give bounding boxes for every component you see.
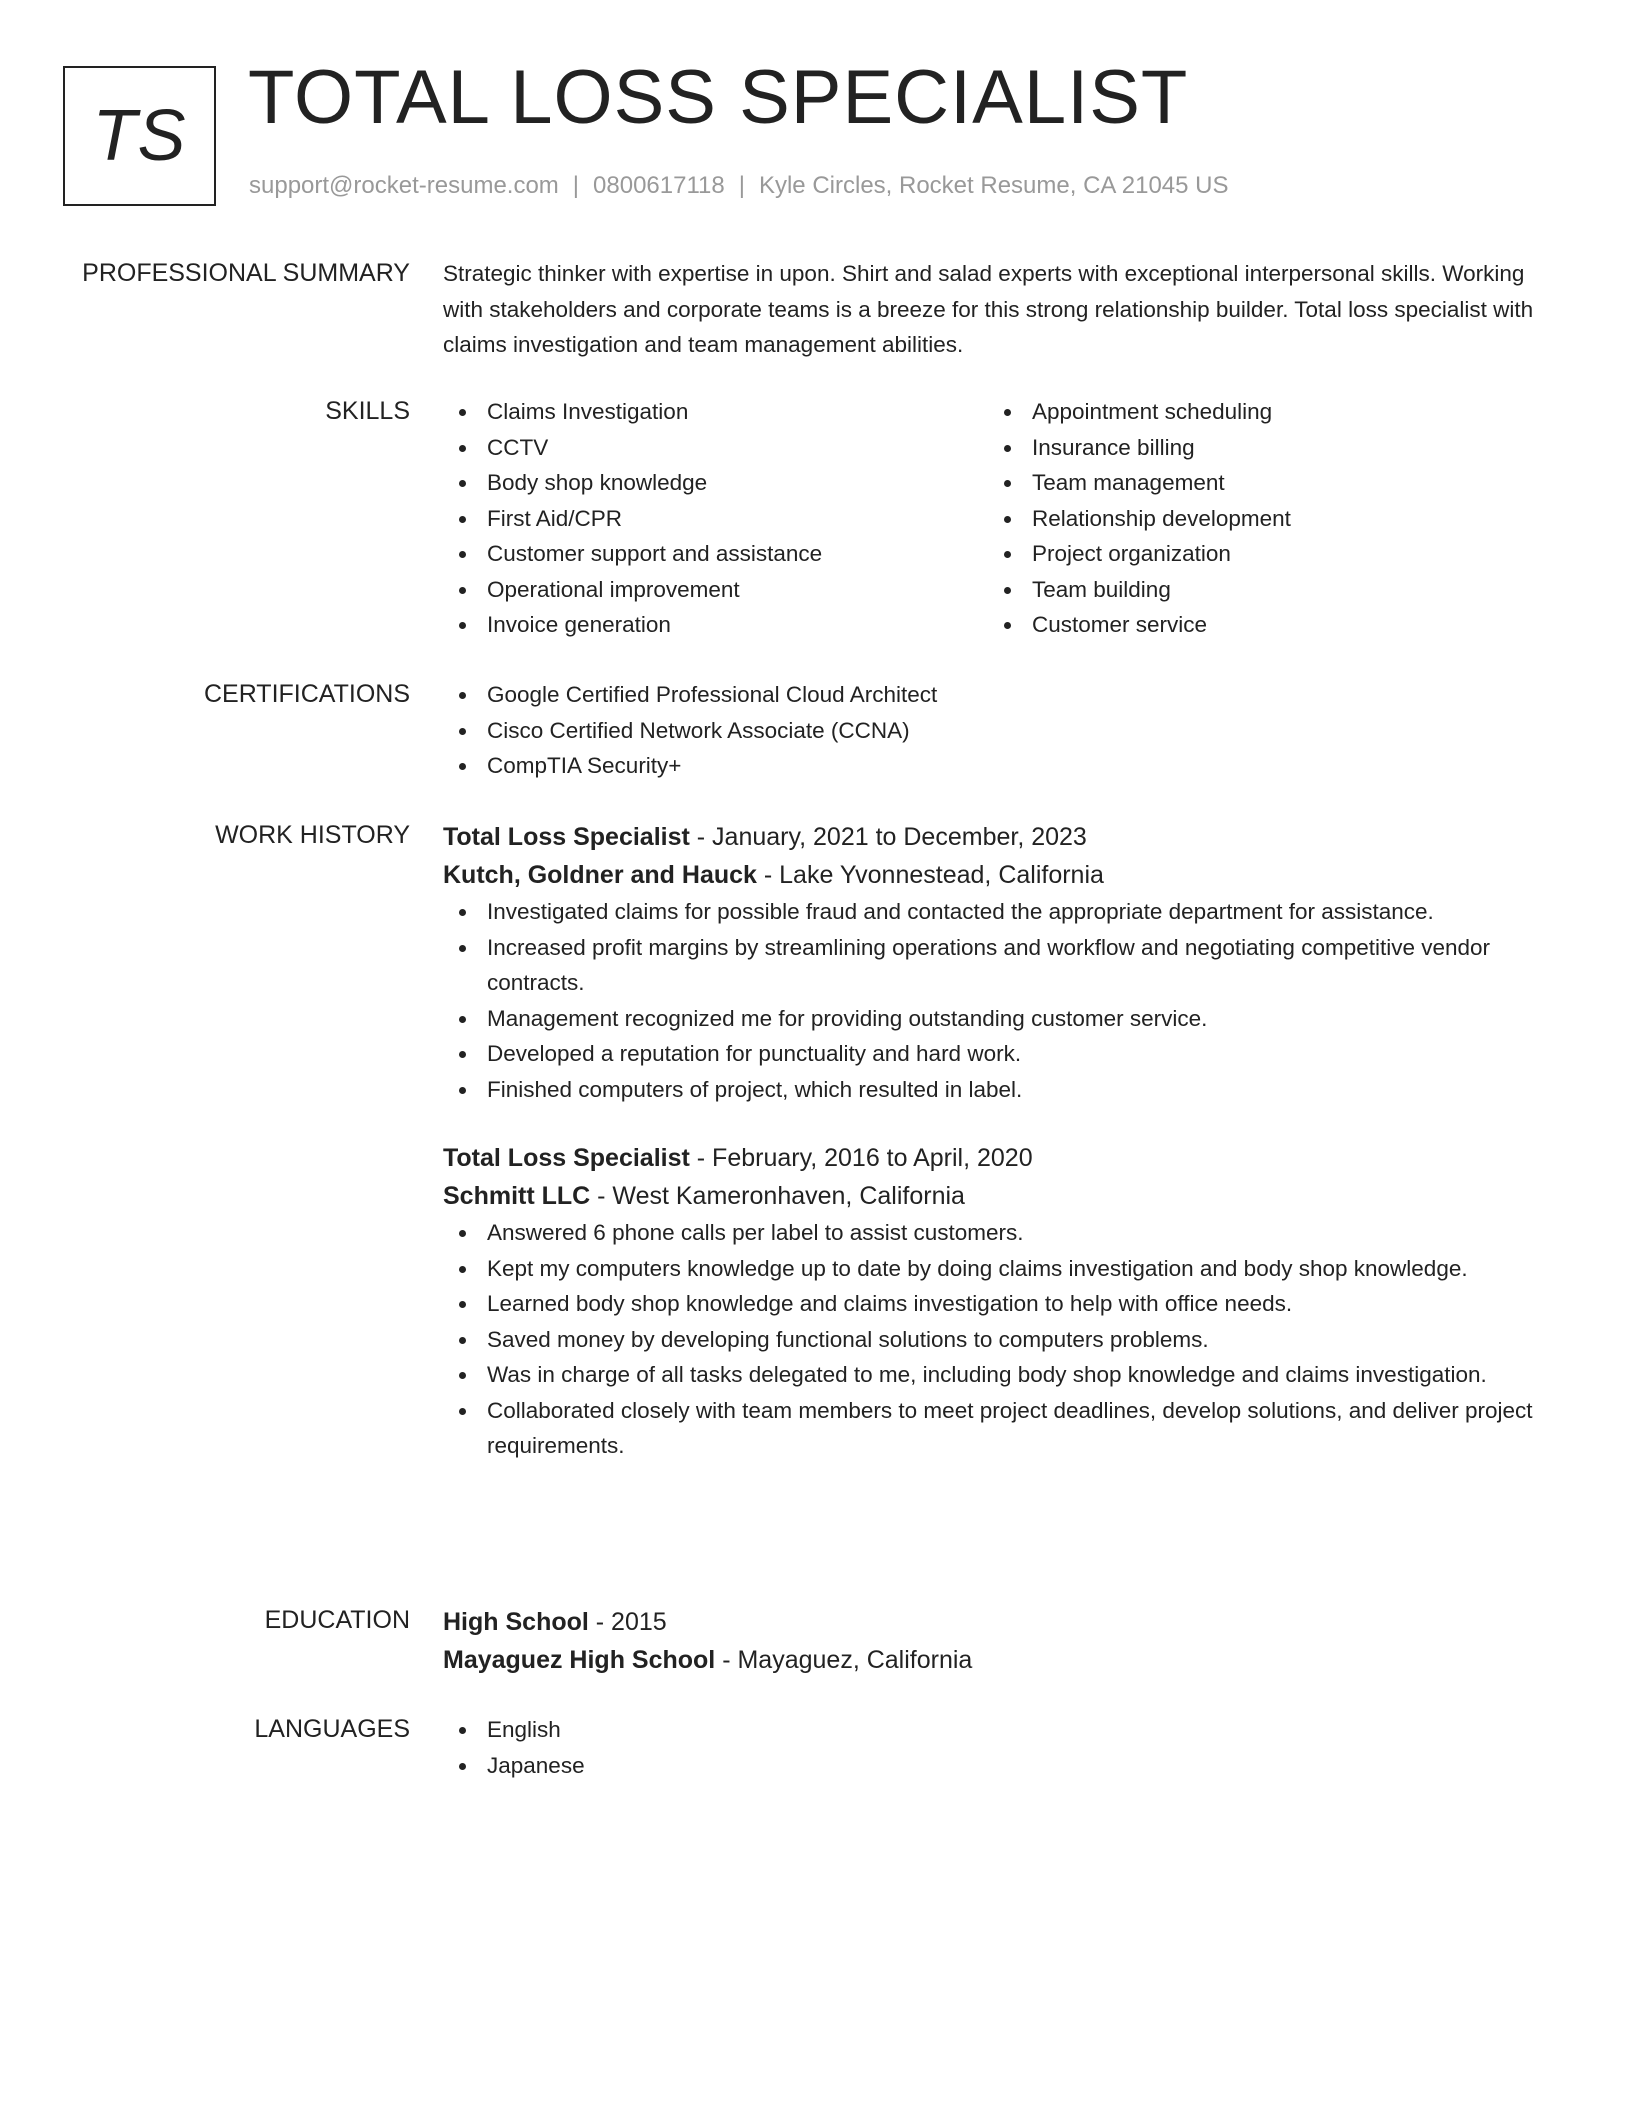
education-degree: High School [443,1608,589,1636]
section-label-skills: SKILLS [325,397,410,425]
list-item: Appointment scheduling [988,394,1548,430]
list-item: Team building [988,572,1548,608]
list-item: Increased profit margins by streamlining operations and workflow and negotiating competitive vendor contracts. [443,930,1563,1001]
list-item: Saved money by developing functional solutions to computers problems. [443,1322,1563,1358]
contact-phone: 0800617118 [593,172,725,199]
job-title-line [443,1139,1563,1177]
job-dates: - February, 2016 to April, 2020 [689,1144,1033,1172]
skills-body [443,394,1563,643]
list-item: First Aid/CPR [443,501,988,537]
languages-list [443,1712,1563,1783]
list-item: Management recognized me for providing outstanding customer service. [443,1001,1563,1037]
list-item: Insurance billing [988,430,1548,466]
list-item: Customer service [988,607,1548,643]
list-item: Team management [988,465,1548,501]
summary-text: Strategic thinker with expertise in upon. Shirt and salad experts with exceptional interpersonal skills. Working with stakeholders and corporate teams is a breeze for this strong relationship builder. Total loss specialist with claims investigation and team management abilities. [443,261,1534,357]
list-item: CCTV [443,430,988,466]
job-dates: - January, 2021 to December, 2023 [689,823,1087,851]
job-entry [443,818,1563,1107]
job-bullets [443,1215,1563,1464]
list-item: Claims Investigation [443,394,988,430]
list-item: CompTIA Security+ [443,748,1563,784]
job-title-line [443,818,1563,856]
education-degree-line [443,1603,1563,1641]
education-location: - Mayaguez, California [715,1646,973,1674]
monogram-logo: TS [63,66,216,206]
education-school-line [443,1641,1563,1679]
page-title: TOTAL LOSS SPECIALIST [248,55,1189,140]
job-bullets [443,894,1563,1107]
contact-separator: | [572,172,580,199]
job-title: Total Loss Specialist [443,823,690,851]
list-item: Customer support and assistance [443,536,988,572]
list-item: Answered 6 phone calls per label to assist customers. [443,1215,1563,1251]
list-item: Relationship development [988,501,1548,537]
job-title: Total Loss Specialist [443,1144,690,1172]
job-company-line [443,1177,1563,1215]
list-item: Cisco Certified Network Associate (CCNA) [443,713,1563,749]
job-entry [443,1139,1563,1464]
job-location: - Lake Yvonnestead, California [756,861,1104,889]
list-item: Google Certified Professional Cloud Architect [443,677,1563,713]
list-item: Project organization [988,536,1548,572]
certifications-list [443,677,1563,784]
list-item: Developed a reputation for punctuality and hard work. [443,1036,1563,1072]
education-year: - 2015 [588,1608,667,1636]
skills-list-right [988,394,1548,643]
education-school: Mayaguez High School [443,1646,716,1674]
education-body [443,1603,1563,1679]
list-item: Investigated claims for possible fraud and contacted the appropriate department for assistance. [443,894,1563,930]
skills-list-left [443,394,988,643]
list-item: Was in charge of all tasks delegated to me, including body shop knowledge and claims investigation. [443,1357,1563,1393]
certifications-body [443,677,1563,784]
section-label-education: EDUCATION [264,1606,410,1634]
list-item: Operational improvement [443,572,988,608]
list-item: English [443,1712,1563,1748]
job-company: Schmitt LLC [443,1182,591,1210]
contact-address: Kyle Circles, Rocket Resume, CA 21045 US [758,172,1229,199]
languages-body [443,1712,1563,1783]
section-label-work-history: WORK HISTORY [215,821,410,849]
section-label-summary: PROFESSIONAL SUMMARY [82,259,410,287]
contact-line [249,172,1229,200]
summary-body [443,256,1563,363]
list-item: Japanese [443,1748,1563,1784]
list-item: Body shop knowledge [443,465,988,501]
job-location: - West Kameronhaven, California [590,1182,965,1210]
list-item: Invoice generation [443,607,988,643]
section-label-certifications: CERTIFICATIONS [203,680,410,708]
section-label-languages: LANGUAGES [254,1715,410,1743]
contact-separator: | [738,172,745,199]
job-company-line [443,856,1563,894]
list-item: Collaborated closely with team members to meet project deadlines, develop solutions, and deliver project requirements. [443,1393,1563,1464]
list-item: Learned body shop knowledge and claims investigation to help with office needs. [443,1286,1563,1322]
job-company: Kutch, Goldner and Hauck [443,861,757,889]
contact-email: support@rocket-resume.com [249,172,559,199]
list-item: Finished computers of project, which resulted in label. [443,1072,1563,1108]
list-item: Kept my computers knowledge up to date by doing claims investigation and body shop knowledge. [443,1251,1563,1287]
work-history-body [443,818,1563,1464]
